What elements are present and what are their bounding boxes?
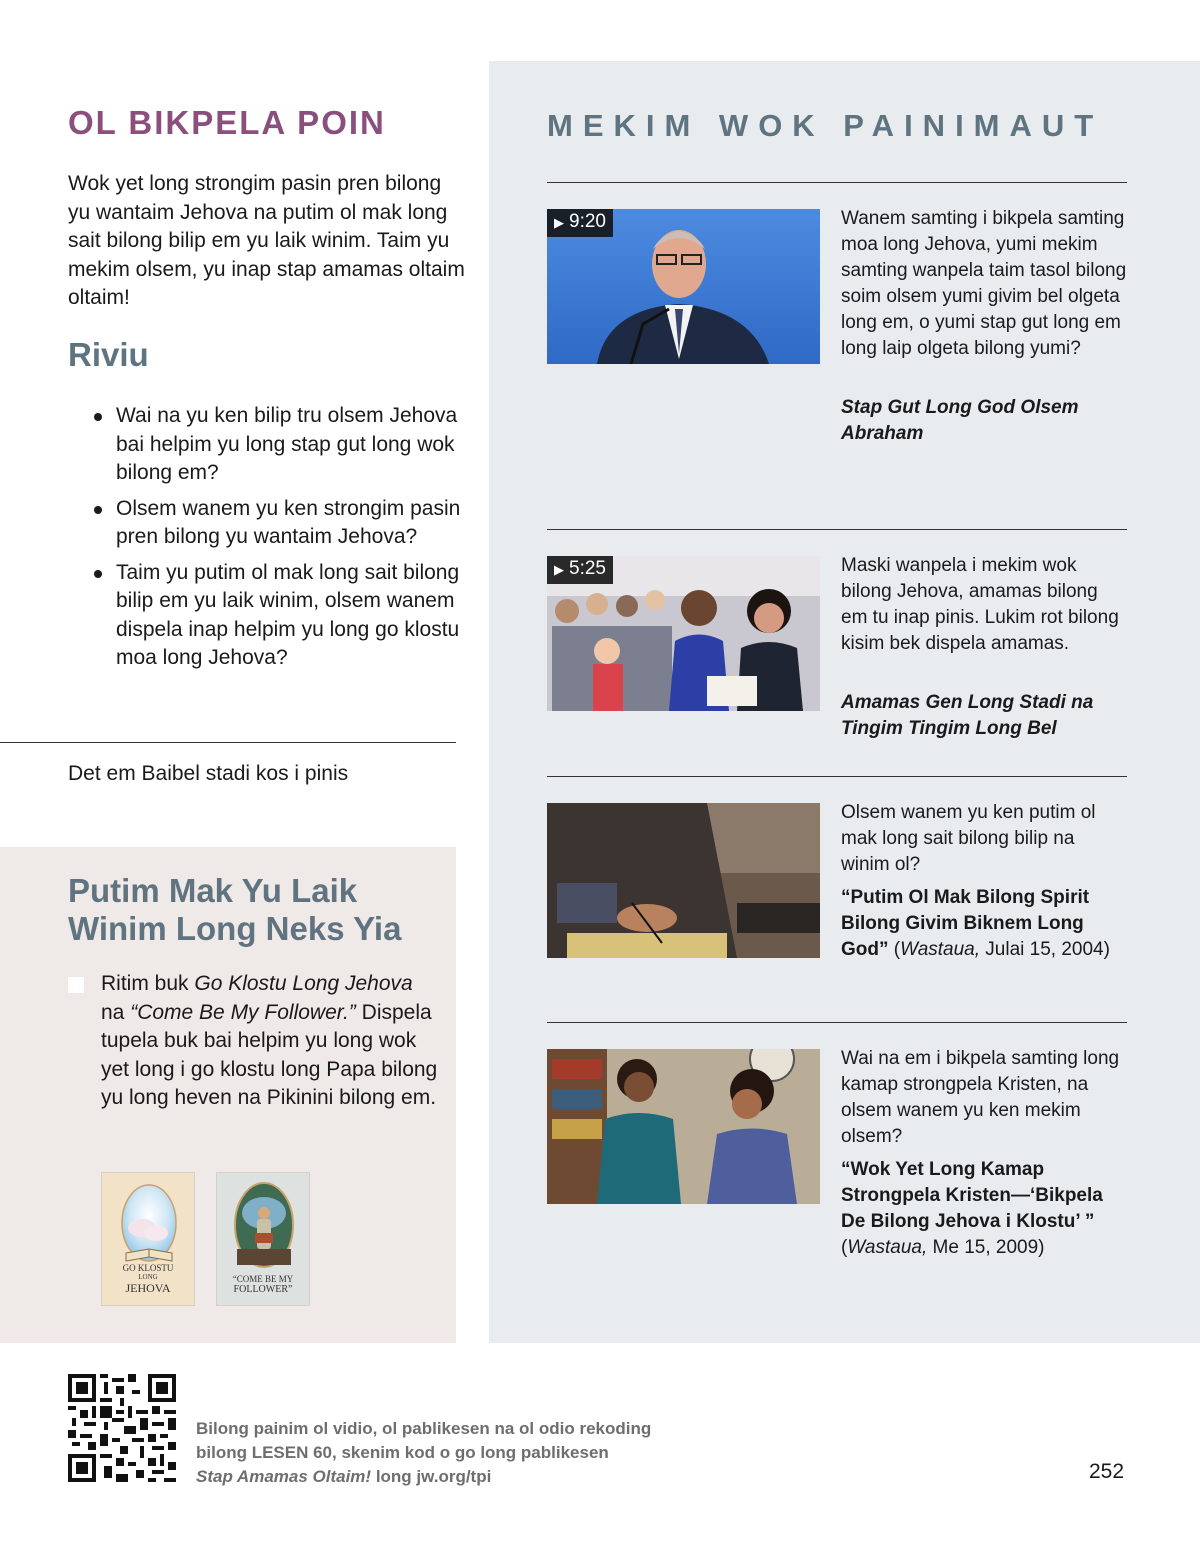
reference-title: “Wok Yet Long Kamap Strongpela Kristen—‘Bikpela De Bilong Jehova i Klostu’ ” [841, 1159, 1103, 1232]
video-duration [547, 209, 613, 237]
reference-source: (Wastaua, Julai 15, 2004) [893, 939, 1110, 960]
footer-line: Bilong painim ol vidio, ol pablikesen na ol odio rekoding [196, 1419, 652, 1438]
completed-text: Det em Baibel stadi kos i pinis [68, 762, 349, 785]
research-description: Wanem samting i bikpela samting moa long Jehova, yumi mekim samting wanpela taim tasol bilong soim olsem yumi givim bel olgeta long em, o yumi stap gut long em long laip olgeta bilong yumi? [841, 208, 1127, 359]
footer-publication-link[interactable]: Stap Amamas Oltaim! [196, 1467, 372, 1486]
reference-title: Stap Gut Long God Olsem Abraham [841, 397, 1079, 444]
research-description: Wai na em i bikpela samting long kamap strongpela Kristen, na olsem wanem yu ken mekim olsem? [841, 1048, 1120, 1147]
review-title: Riviu [68, 336, 149, 373]
cover-title-line: GO KLOSTU [122, 1263, 174, 1273]
goal-text-part: Ritim buk [101, 972, 195, 995]
cover-title [102, 1264, 194, 1295]
goal-text-part: na [101, 1000, 131, 1024]
divider [547, 776, 1127, 777]
duration-text: 5:25 [569, 558, 606, 579]
research-reference[interactable] [841, 885, 1131, 963]
research-reference[interactable] [841, 690, 1131, 742]
review-item: Taim yu putim ol mak long sait bilong bilip em yu laik winim, olsem wanem dispela inap helpim yu long go klostu moa long Jehova? [92, 559, 462, 673]
reference-publication: Wastaua, [847, 1237, 928, 1258]
review-item: Wai na yu ken bilip tru olsem Jehova bai helpim yu long stap gut long wok bilong em? [92, 402, 462, 488]
book-cover-go-klostu[interactable] [101, 1172, 195, 1306]
play-icon: ▶ [554, 562, 564, 577]
video-duration [547, 556, 613, 584]
divider [547, 1022, 1127, 1023]
footer-text [196, 1417, 696, 1489]
video-thumbnail[interactable] [547, 209, 820, 364]
play-icon: ▶ [554, 215, 564, 230]
article-image[interactable] [547, 803, 820, 958]
research-title: MEKIM WOK PAINIMAUT [547, 108, 1104, 143]
article-image-art [547, 803, 820, 958]
cover-title [217, 1275, 309, 1295]
cover-title-line: LONG [138, 1273, 158, 1281]
review-list [92, 402, 462, 680]
key-points-text: Wok yet long strongim pasin pren bilong yu wantaim Jehova na putim ol mak long sait bilong bilip em yu laik winim. Taim yu mekim olsem, yu inap stap amamas oltaim oltaim! [68, 172, 465, 309]
book-title-follower: “Come Be My Follower.” [130, 1000, 356, 1024]
page-number: 252 [1089, 1460, 1125, 1483]
goal-text-part: Dispela tupela buk bai helpim yu long wok yet long i go klostu long Papa bilong yu long heven na Pikinini bilong em. [101, 1000, 438, 1109]
reference-title: Amamas Gen Long Stadi na Tingim Tingim Long Bel [841, 692, 1094, 739]
research-reference[interactable] [841, 1157, 1131, 1261]
review-item: Olsem wanem yu ken strongim pasin pren bilong yu wantaim Jehova? [92, 495, 462, 552]
qr-code-icon[interactable] [68, 1374, 176, 1482]
goal-title: Putim Mak Yu Laik Winim Long Neks Yia [68, 872, 402, 947]
research-description: Maski wanpela i mekim wok bilong Jehova, amamas bilong em tu inap pinis. Lukim rot bilong kisim bek dispela amamas. [841, 555, 1119, 654]
divider [547, 182, 1127, 183]
cover-title-line: JEHOVA [125, 1281, 171, 1295]
research-reference[interactable] [841, 395, 1131, 447]
article-image[interactable] [547, 1049, 820, 1204]
reference-date: Me 15, 2009) [927, 1237, 1045, 1258]
reference-publication: Wastaua, [900, 939, 981, 960]
footer-line: bilong LESEN 60, skenim kod o go long pablikesen [196, 1443, 609, 1462]
cover-title-line: “COME BE MY [232, 1274, 294, 1284]
divider [0, 742, 456, 743]
book-title-go-klostu: Go Klostu Long Jehova [194, 972, 413, 995]
footer-line: long jw.org/tpi [371, 1467, 492, 1486]
research-description: Olsem wanem yu ken putim ol mak long sait bilong bilip na winim ol? [841, 802, 1096, 875]
key-points-title: OL BIKPELA POIN [68, 104, 386, 141]
divider [547, 529, 1127, 530]
book-cover-follower[interactable] [216, 1172, 310, 1306]
cover-title-line: FOLLOWER” [233, 1284, 293, 1295]
goal-text [101, 970, 441, 1113]
video-thumbnail[interactable] [547, 556, 820, 711]
duration-text: 9:20 [569, 211, 606, 232]
reference-source: (Wastaua, Me 15, 2009) [841, 1237, 1045, 1258]
reference-title: “Putim Ol Mak Bilong Spirit Bilong Givim Biknem Long God” [841, 887, 1090, 960]
reference-date: Julai 15, 2004) [980, 939, 1110, 960]
article-image-art [547, 1049, 820, 1204]
goal-checkbox[interactable] [68, 977, 84, 993]
